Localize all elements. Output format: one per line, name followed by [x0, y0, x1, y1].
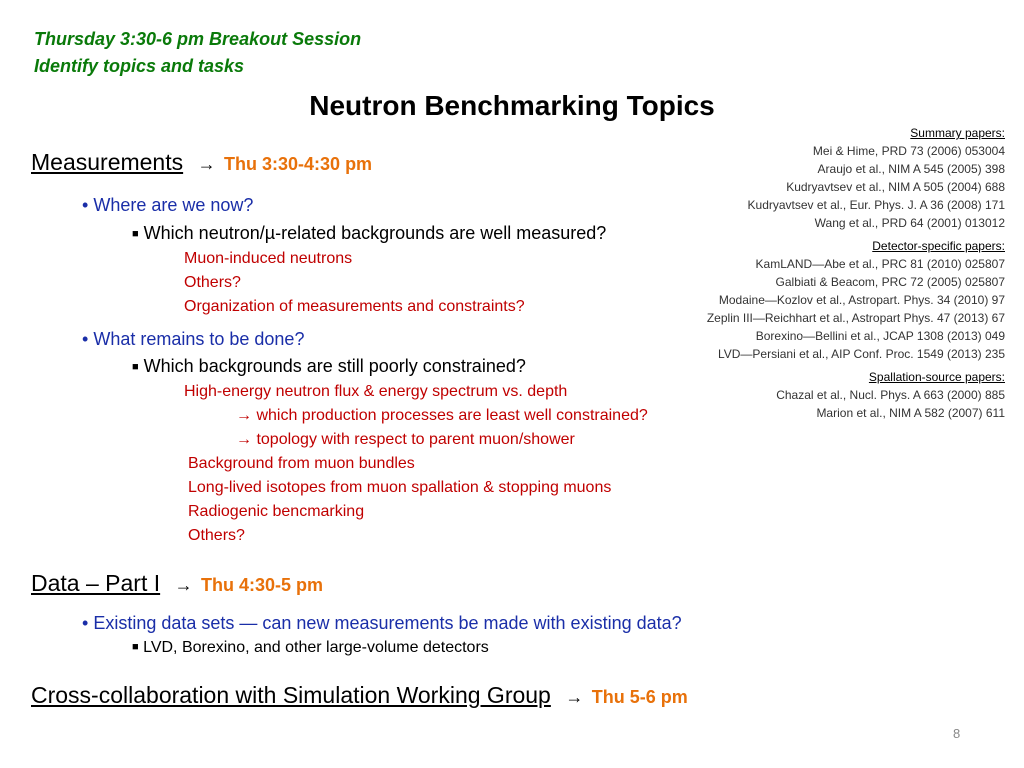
cross-heading: Cross-collaboration with Simulation Working Group	[31, 682, 551, 708]
subbullet-poorly-constrained	[132, 356, 526, 377]
list-item: Organization of measurements and constraints?	[184, 298, 525, 315]
data-heading: Data – Part I	[31, 570, 161, 596]
list-item: Others?	[184, 274, 241, 291]
reference-item: Kudryavtsev et al., NIM A 505 (2004) 688	[786, 180, 1005, 194]
cross-heading-row	[31, 682, 688, 709]
reference-item: Wang et al., PRD 64 (2001) 013012	[814, 216, 1005, 230]
measurements-time: Thu 3:30-4:30 pm	[224, 154, 373, 174]
list-item-text: topology with respect to parent muon/shower	[256, 431, 575, 448]
reference-item: Chazal et al., Nucl. Phys. A 663 (2000) 885	[776, 388, 1005, 402]
reference-item: Borexino—Bellini et al., JCAP 1308 (2013) 049	[755, 329, 1005, 343]
reference-item: Galbiati & Beacom, PRC 72 (2005) 025807	[775, 275, 1005, 289]
bullet-text: What remains to be done?	[93, 329, 305, 349]
data-heading-row	[31, 570, 323, 597]
list-item: Muon-induced neutrons	[184, 250, 353, 267]
reference-item: KamLAND—Abe et al., PRC 81 (2010) 025807	[755, 257, 1005, 271]
session-title: Thursday 3:30-6 pm Breakout Session	[34, 29, 362, 49]
slide-title: Neutron Benchmarking Topics	[309, 90, 715, 121]
reference-item: Mei & Hime, PRD 73 (2006) 053004	[812, 144, 1005, 158]
session-subtitle: Identify topics and tasks	[34, 56, 245, 76]
bullet-icon: •	[82, 329, 89, 349]
bullet-text: Existing data sets — can new measurements be made with existing data?	[93, 613, 682, 633]
detector-references	[707, 237, 1005, 363]
spallation-references	[776, 368, 1005, 422]
reference-item: Zeplin III—Reichhart et al., Astropart Phys. 47 (2013) 67	[706, 311, 1005, 325]
list-item-arrow	[236, 407, 648, 425]
square-bullet-icon: ■	[132, 361, 139, 373]
bullet-text: Where are we now?	[93, 195, 254, 215]
arrow-icon: →	[236, 407, 252, 424]
reference-item: Modaine—Kozlov et al., Astropart. Phys. 34 (2010) 97	[718, 293, 1005, 307]
reference-item: LVD—Persiani et al., AIP Conf. Proc. 1549 (2013) 235	[717, 347, 1005, 361]
arrow-icon: →	[565, 687, 584, 707]
reference-item: Marion et al., NIM A 582 (2007) 611	[816, 406, 1005, 420]
bullet-icon: •	[82, 195, 89, 215]
subbullet-detectors	[132, 639, 489, 657]
arrow-icon: →	[236, 431, 252, 448]
subbullet-text: Which neutron/µ-related backgrounds are well measured?	[143, 223, 607, 243]
page-number: 8	[953, 726, 961, 741]
list-item-arrow	[236, 431, 575, 449]
reference-item: Kudryavtsev et al., Eur. Phys. J. A 36 (2008) 171	[747, 198, 1005, 212]
bullet-icon: •	[82, 613, 89, 633]
bullet-where-are-we	[82, 195, 253, 216]
list-item: Others?	[188, 527, 245, 544]
summary-heading: Summary papers:	[910, 126, 1005, 140]
spallation-heading: Spallation-source papers:	[868, 370, 1005, 384]
cross-time: Thu 5-6 pm	[591, 687, 688, 707]
subbullet-text: LVD, Borexino, and other large-volume detectors	[143, 639, 489, 656]
square-bullet-icon: ■	[132, 228, 139, 240]
subbullet-well-measured	[132, 223, 606, 244]
arrow-icon: →	[197, 154, 216, 174]
data-time: Thu 4:30-5 pm	[201, 575, 324, 595]
bullet-what-remains	[82, 329, 304, 350]
measurements-heading: Measurements	[31, 149, 184, 175]
list-item: Long-lived isotopes from muon spallation & stopping muons	[188, 479, 612, 496]
subbullet-text: Which backgrounds are still poorly constrained?	[143, 356, 526, 376]
list-item: High-energy neutron flux & energy spectrum vs. depth	[184, 383, 568, 400]
square-bullet-icon: ■	[132, 641, 139, 653]
list-item: Background from muon bundles	[188, 455, 415, 472]
detector-heading: Detector-specific papers:	[872, 239, 1005, 253]
bullet-existing-data	[82, 613, 682, 634]
list-item: Radiogenic bencmarking	[188, 503, 365, 520]
measurements-heading-row	[31, 149, 372, 176]
reference-item: Araujo et al., NIM A 545 (2005) 398	[817, 162, 1005, 176]
arrow-icon: →	[174, 575, 193, 595]
summary-references	[748, 124, 1005, 232]
list-item-text: which production processes are least well constrained?	[256, 407, 648, 424]
